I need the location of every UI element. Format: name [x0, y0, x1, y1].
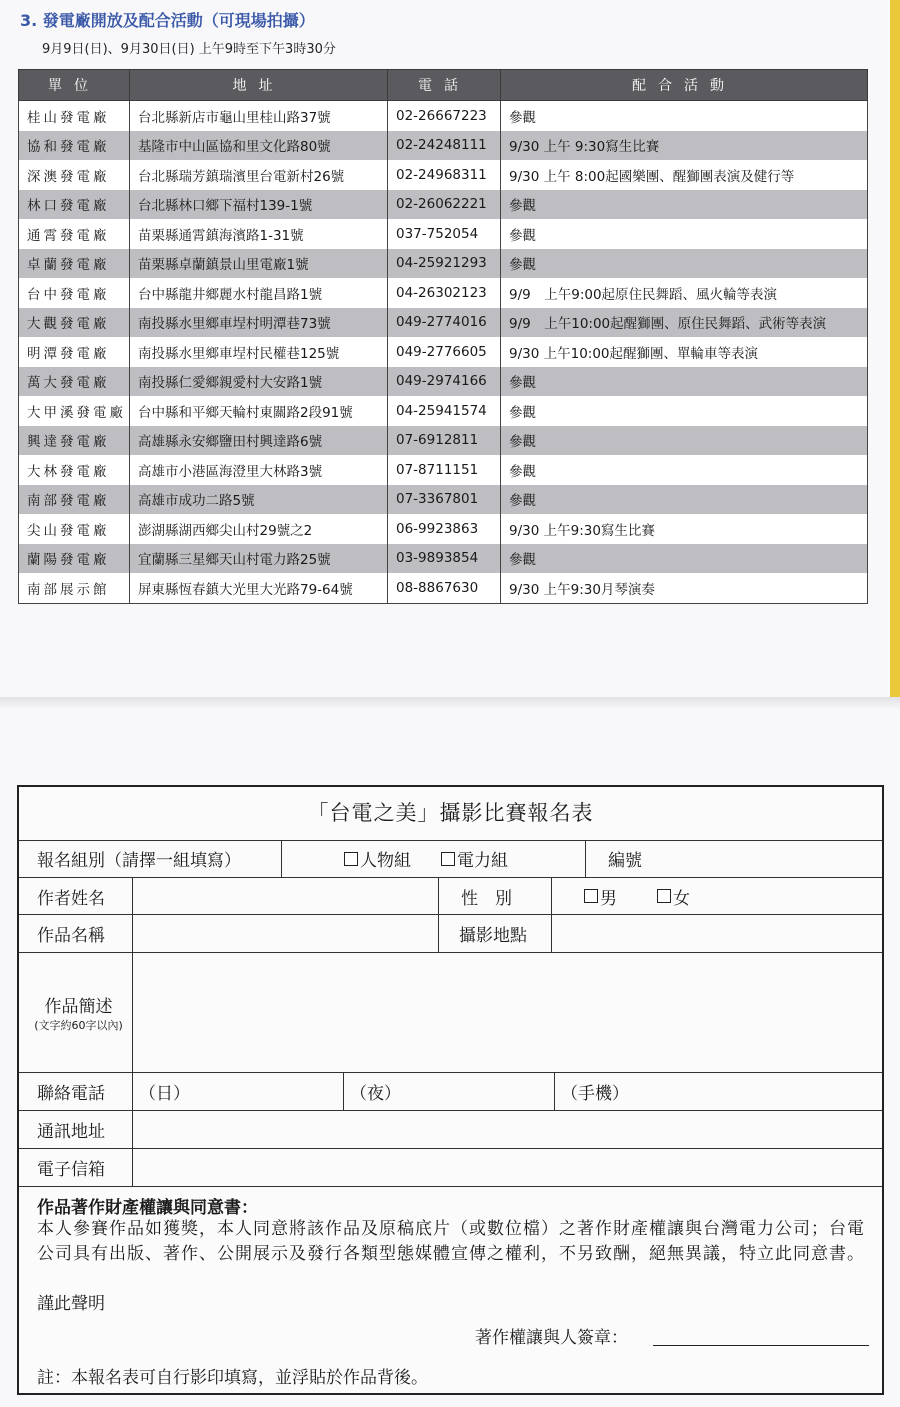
address-label: 通訊地址 [37, 1122, 105, 1142]
email-row [19, 1149, 882, 1187]
phone-mobile-field[interactable] [554, 1073, 886, 1110]
activity-cell: 參觀 [501, 367, 868, 397]
description-field[interactable] [132, 953, 886, 1072]
address-cell: 台北縣瑞芳鎮瑞濱里台電新村26號 [130, 160, 388, 190]
activity-cell: 參觀 [501, 219, 868, 249]
phone-cell: 06-9923863 [388, 514, 501, 544]
table-row [19, 160, 868, 190]
work-label: 作品名稱 [37, 926, 105, 946]
unit-cell: 尖山發電廠 [19, 514, 130, 544]
unit-cell: 協和發電廠 [19, 131, 130, 161]
section-title: 3. 發電廠開放及配合活動（可現場拍攝） [20, 11, 315, 30]
phone-cell: 02-26062221 [388, 190, 501, 220]
description-row [19, 953, 882, 1073]
phone-cell: 04-25941574 [388, 396, 501, 426]
group-options [281, 840, 585, 877]
phone-cell: 049-2974166 [388, 367, 501, 397]
group-option-1-label: 人物組 [360, 851, 411, 871]
author-field[interactable] [132, 878, 438, 914]
table-row [19, 367, 868, 397]
activity-cell: 9/9 上午9:00起原住民舞蹈、風火輪等表演 [501, 278, 868, 308]
address-cell: 澎湖縣湖西鄉尖山村29號之2 [130, 514, 388, 544]
top-page [0, 0, 900, 697]
unit-cell: 桂山發電廠 [19, 101, 130, 131]
gender-options [551, 878, 886, 914]
address-cell: 台中縣龍井鄉麗水村龍昌路1號 [130, 278, 388, 308]
phone-mobile-label: （手機） [561, 1084, 629, 1104]
agreement-end: 謹此聲明 [37, 1294, 105, 1314]
phone-cell: 07-6912811 [388, 426, 501, 456]
activity-cell: 9/30 上午 9:30寫生比賽 [501, 131, 868, 161]
serial-label: 編號 [608, 851, 642, 871]
description-label-cell [25, 953, 132, 1072]
male-checkbox[interactable] [584, 889, 598, 903]
activity-cell: 參觀 [501, 426, 868, 456]
phone-label: 聯絡電話 [37, 1084, 105, 1104]
table-row [19, 249, 868, 279]
description-label: 作品簡述 [44, 997, 113, 1017]
table-header-row [19, 70, 868, 101]
unit-cell: 大林發電廠 [19, 455, 130, 485]
table-row [19, 219, 868, 249]
activity-cell: 9/30 上午9:30月琴演奏 [501, 573, 868, 604]
table-row [19, 455, 868, 485]
phone-cell: 02-24968311 [388, 160, 501, 190]
activity-cell: 9/30 上午10:00起醒獅團、單輪車等表演 [501, 337, 868, 367]
phone-cell: 08-8867630 [388, 573, 501, 604]
table-row [19, 278, 868, 308]
address-cell: 基隆市中山區協和里文化路80號 [130, 131, 388, 161]
activity-cell: 參觀 [501, 249, 868, 279]
phone-cell: 03-9893854 [388, 544, 501, 574]
phone-cell: 04-25921293 [388, 249, 501, 279]
table-row [19, 485, 868, 515]
email-field[interactable] [132, 1149, 886, 1186]
phone-cell: 07-8711151 [388, 455, 501, 485]
activity-cell: 9/30 上午 8:00起國樂團、醒獅團表演及健行等 [501, 160, 868, 190]
female-label: 女 [673, 888, 690, 909]
author-label: 作者姓名 [37, 888, 105, 909]
address-cell: 高雄市小港區海澄里大林路3號 [130, 455, 388, 485]
activity-cell: 9/9 上午10:00起醒獅團、原住民舞蹈、武術等表演 [501, 308, 868, 338]
serial-cell [585, 840, 886, 877]
address-cell: 南投縣水里鄉車埕村民權巷125號 [130, 337, 388, 367]
phone-night-field[interactable] [343, 1073, 554, 1110]
unit-cell: 大觀發電廠 [19, 308, 130, 338]
group-option-1-checkbox[interactable] [344, 852, 358, 866]
address-cell: 台北縣林口鄉下福村139-1號 [130, 190, 388, 220]
address-cell: 宜蘭縣三星鄉天山村電力路25號 [130, 544, 388, 574]
unit-cell: 萬大發電廠 [19, 367, 130, 397]
unit-cell: 蘭陽發電廠 [19, 544, 130, 574]
phone-cell: 04-26302123 [388, 278, 501, 308]
table-row [19, 573, 868, 604]
unit-cell: 通霄發電廠 [19, 219, 130, 249]
signature-label: 著作權讓與人簽章： [475, 1328, 628, 1348]
activity-cell: 參觀 [501, 544, 868, 574]
male-label: 男 [600, 888, 617, 909]
header-phone: 電話 [388, 70, 501, 101]
phone-cell: 02-26667223 [388, 101, 501, 131]
address-cell: 高雄市成功二路5號 [130, 485, 388, 515]
table-row [19, 337, 868, 367]
unit-cell: 明潭發電廠 [19, 337, 130, 367]
group-row [19, 840, 882, 878]
signature-line[interactable] [653, 1345, 869, 1346]
section-subtitle: 9月9日(日)、9月30日(日) 上午9時至下午3時30分 [42, 42, 336, 57]
phone-night-label: （夜） [350, 1084, 401, 1104]
group-label: 報名組別（請擇一組填寫） [37, 851, 241, 871]
phone-day-field[interactable] [132, 1073, 343, 1110]
phone-cell: 037-752054 [388, 219, 501, 249]
table-row [19, 514, 868, 544]
table-row [19, 131, 868, 161]
table-row [19, 426, 868, 456]
activity-cell: 9/30 上午9:30寫生比賽 [501, 514, 868, 544]
registration-form [17, 785, 884, 1395]
table-row [19, 308, 868, 338]
address-cell: 屏東縣恆春鎮大光里大光路79-64號 [130, 573, 388, 604]
phone-cell: 049-2776605 [388, 337, 501, 367]
unit-cell: 南部發電廠 [19, 485, 130, 515]
form-title: 「台電之美」攝影比賽報名表 [19, 787, 882, 841]
unit-cell: 大甲溪發電廠 [19, 396, 130, 426]
header-activity: 配合活動 [501, 70, 868, 101]
work-field[interactable] [132, 915, 438, 952]
work-row [19, 915, 882, 953]
description-note: (文字約60字以內) [34, 1019, 123, 1032]
activity-cell: 參觀 [501, 101, 868, 131]
email-label: 電子信箱 [37, 1160, 105, 1180]
author-row [19, 878, 882, 915]
header-address: 地址 [130, 70, 388, 101]
address-field[interactable] [132, 1111, 886, 1148]
address-cell: 南投縣水里鄉車埕村明潭巷73號 [130, 308, 388, 338]
table-row [19, 190, 868, 220]
unit-cell: 台中發電廠 [19, 278, 130, 308]
address-cell: 台北縣新店市龜山里桂山路37號 [130, 101, 388, 131]
address-cell: 苗栗縣卓蘭鎮景山里電廠1號 [130, 249, 388, 279]
activity-cell: 參觀 [501, 396, 868, 426]
address-row [19, 1111, 882, 1149]
phone-cell: 049-2774016 [388, 308, 501, 338]
address-cell: 苗栗縣通霄鎮海濱路1-31號 [130, 219, 388, 249]
page-gap [0, 697, 900, 709]
unit-cell: 卓蘭發電廠 [19, 249, 130, 279]
table-row [19, 544, 868, 574]
unit-cell: 興達發電廠 [19, 426, 130, 456]
gender-label: 性 別 [438, 878, 551, 914]
address-cell: 南投縣仁愛鄉親愛村大安路1號 [130, 367, 388, 397]
page-edge-strip [890, 0, 900, 697]
phone-row [19, 1073, 882, 1111]
female-checkbox[interactable] [657, 889, 671, 903]
header-unit: 單位 [19, 70, 130, 101]
group-option-2-checkbox[interactable] [441, 852, 455, 866]
activity-cell: 參觀 [501, 455, 868, 485]
phone-cell: 02-24248111 [388, 131, 501, 161]
unit-cell: 南部展示館 [19, 573, 130, 604]
agreement-title: 作品著作財產權讓與同意書： [37, 1198, 258, 1218]
agreement-body: 本人參賽作品如獲獎，本人同意將該作品及原稿底片（或數位檔）之著作財產權讓與台灣電力公司；台電公司具有出版、著作、公開展示及發行各類型態媒體宣傳之權利，不另致酬，絕無異議，特立此同意書。 [37, 1219, 865, 1264]
footnote: 註：本報名表可自行影印填寫，並浮貼於作品背後。 [37, 1368, 428, 1388]
table-row [19, 101, 868, 131]
address-cell: 台中縣和平鄉天輪村東關路2段91號 [130, 396, 388, 426]
group-option-2-label: 電力組 [457, 851, 508, 871]
unit-cell: 深澳發電廠 [19, 160, 130, 190]
location-label: 攝影地點 [438, 915, 551, 952]
activity-cell: 參觀 [501, 485, 868, 515]
phone-cell: 07-3367801 [388, 485, 501, 515]
table-row [19, 396, 868, 426]
activity-cell: 參觀 [501, 190, 868, 220]
power-plant-table [18, 69, 868, 604]
phone-day-label: （日） [139, 1084, 190, 1104]
location-field[interactable] [551, 915, 886, 952]
unit-cell: 林口發電廠 [19, 190, 130, 220]
address-cell: 高雄縣永安鄉鹽田村興達路6號 [130, 426, 388, 456]
